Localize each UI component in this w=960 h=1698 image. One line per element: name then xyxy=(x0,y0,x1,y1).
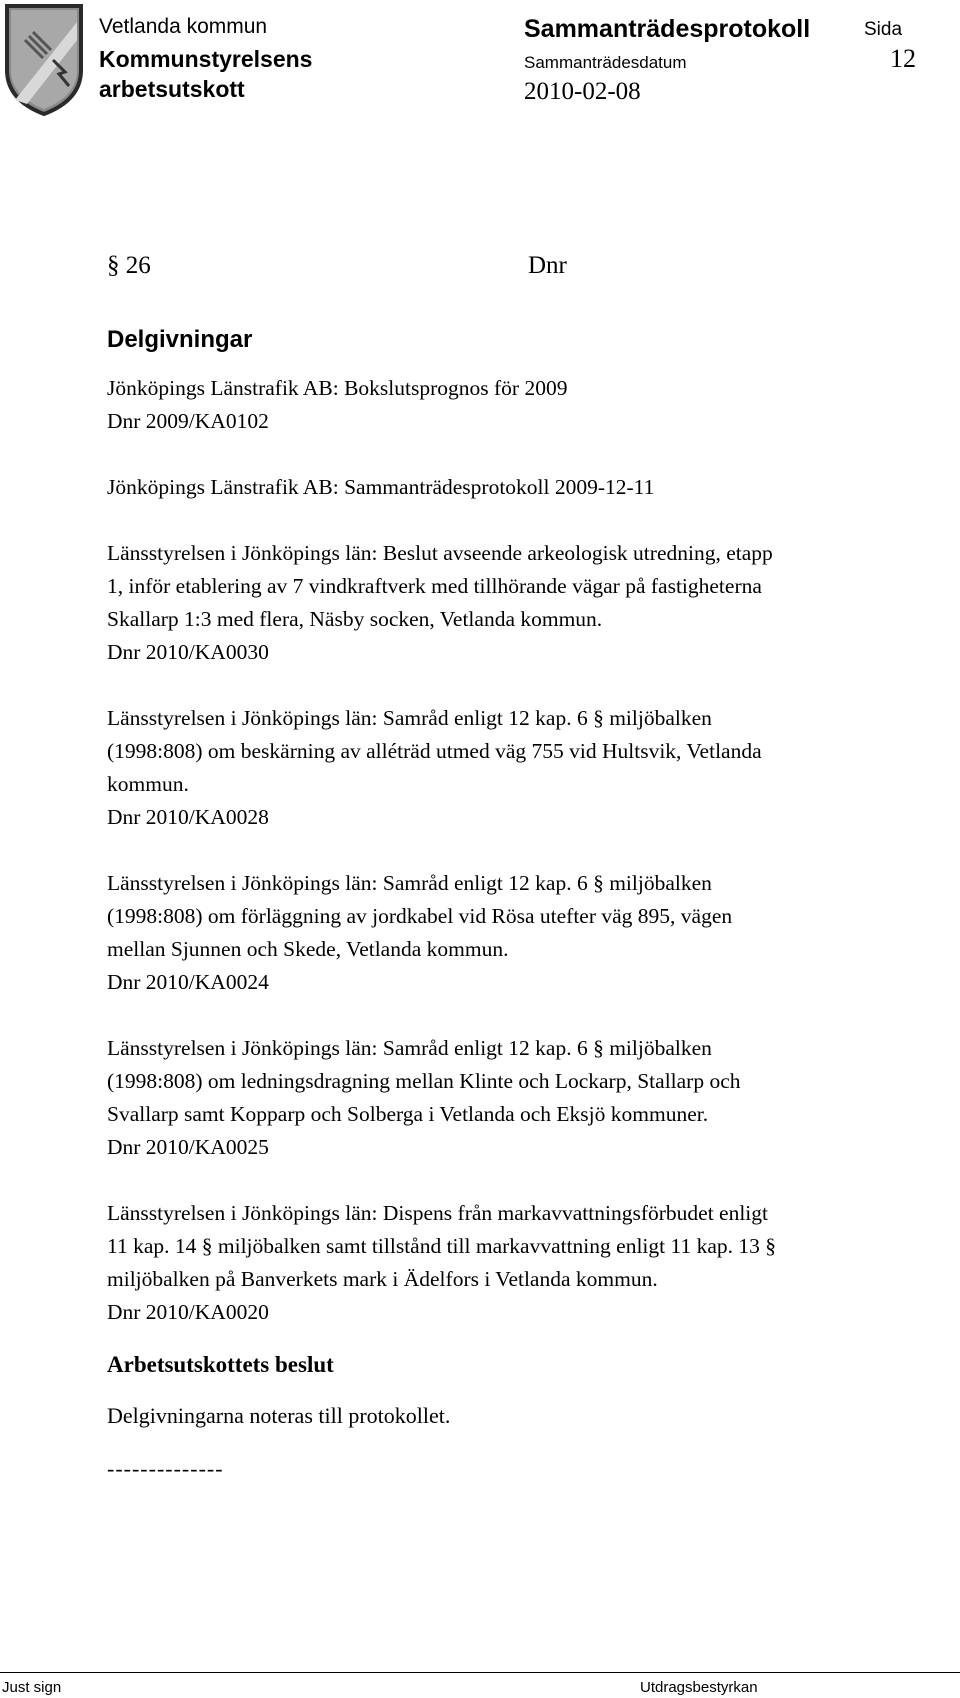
item-line: Länsstyrelsen i Jönköpings län: Dispens från markavvattningsförbudet enligt xyxy=(107,1201,768,1225)
footer-signature-label: Just sign xyxy=(2,1679,62,1696)
section-title: Delgivningar xyxy=(107,326,253,353)
item-line: 11 kap. 14 § miljöbalken samt tillstånd till markavvattning enligt 11 kap. 13 § xyxy=(107,1234,776,1258)
item-line: Svallarp samt Kopparp och Solberga i Vetlanda och Eksjö kommuner. xyxy=(107,1102,709,1126)
footer-divider xyxy=(0,1672,960,1673)
decision-text: Delgivningarna noteras till protokollet. xyxy=(107,1403,451,1428)
item-line: Skallarp 1:3 med flera, Näsby socken, Vetlanda kommun. xyxy=(107,607,603,631)
item-line: Länsstyrelsen i Jönköpings län: Samråd enligt 12 kap. 6 § miljöbalken xyxy=(107,871,712,895)
item-line: Jönköpings Länstrafik AB: Bokslutsprognos för 2009 xyxy=(107,376,568,400)
item-line: miljöbalken på Banverkets mark i Ädelfors i Vetlanda kommun. xyxy=(107,1267,658,1291)
separator-line: -------------- xyxy=(107,1456,224,1481)
item-line: Jönköpings Länstrafik AB: Sammanträdesprotokoll 2009-12-11 xyxy=(107,475,655,499)
decision-title: Arbetsutskottets beslut xyxy=(107,1352,334,1377)
notification-list xyxy=(107,372,937,1362)
item-line: Dnr 2010/KA0030 xyxy=(107,640,269,664)
municipal-coat-of-arms-icon xyxy=(3,0,85,118)
item-line: Länsstyrelsen i Jönköpings län: Samråd enligt 12 kap. 6 § miljöbalken xyxy=(107,1036,712,1060)
item-line: Dnr 2009/KA0102 xyxy=(107,409,269,433)
meeting-date-value: 2010-02-08 xyxy=(524,78,641,105)
item-line: Dnr 2010/KA0024 xyxy=(107,970,269,994)
item-line: Dnr 2010/KA0025 xyxy=(107,1135,269,1159)
committee-name-line2: arbetsutskott xyxy=(99,76,245,102)
committee-name-line1: Kommunstyrelsens xyxy=(99,46,313,72)
item-line: 1, inför etablering av 7 vindkraftverk med tillhörande vägar på fastigheterna xyxy=(107,574,762,598)
paragraph-number: § 26 xyxy=(107,252,151,279)
item-line: Länsstyrelsen i Jönköpings län: Beslut avseende arkeologisk utredning, etapp xyxy=(107,541,773,565)
list-item xyxy=(107,1032,937,1164)
protocol-title: Sammanträdesprotokoll xyxy=(524,15,811,43)
list-item xyxy=(107,867,937,999)
item-line: mellan Sjunnen och Skede, Vetlanda kommun. xyxy=(107,937,509,961)
item-line: Dnr 2010/KA0020 xyxy=(107,1300,269,1324)
item-line: Dnr 2010/KA0028 xyxy=(107,805,269,829)
item-line: kommun. xyxy=(107,772,189,796)
paragraph-dnr-label: Dnr xyxy=(528,252,567,279)
municipality-name: Vetlanda kommun xyxy=(99,15,268,38)
item-line: (1998:808) om ledningsdragning mellan Klinte och Lockarp, Stallarp och xyxy=(107,1069,741,1093)
list-item xyxy=(107,372,937,438)
meeting-date-label: Sammanträdesdatum xyxy=(524,53,687,72)
list-item xyxy=(107,471,937,504)
footer-certification-label: Utdragsbestyrkan xyxy=(640,1679,758,1696)
item-line: (1998:808) om förläggning av jordkabel vid Rösa utefter väg 895, vägen xyxy=(107,904,733,928)
committee-name xyxy=(99,44,312,104)
page-number: 12 xyxy=(890,44,916,73)
list-item xyxy=(107,702,937,834)
list-item xyxy=(107,1197,937,1329)
item-line: (1998:808) om beskärning av alléträd utmed väg 755 vid Hultsvik, Vetlanda xyxy=(107,739,762,763)
page-label: Sida xyxy=(864,19,903,40)
list-item xyxy=(107,537,937,669)
item-line: Länsstyrelsen i Jönköpings län: Samråd enligt 12 kap. 6 § miljöbalken xyxy=(107,706,712,730)
